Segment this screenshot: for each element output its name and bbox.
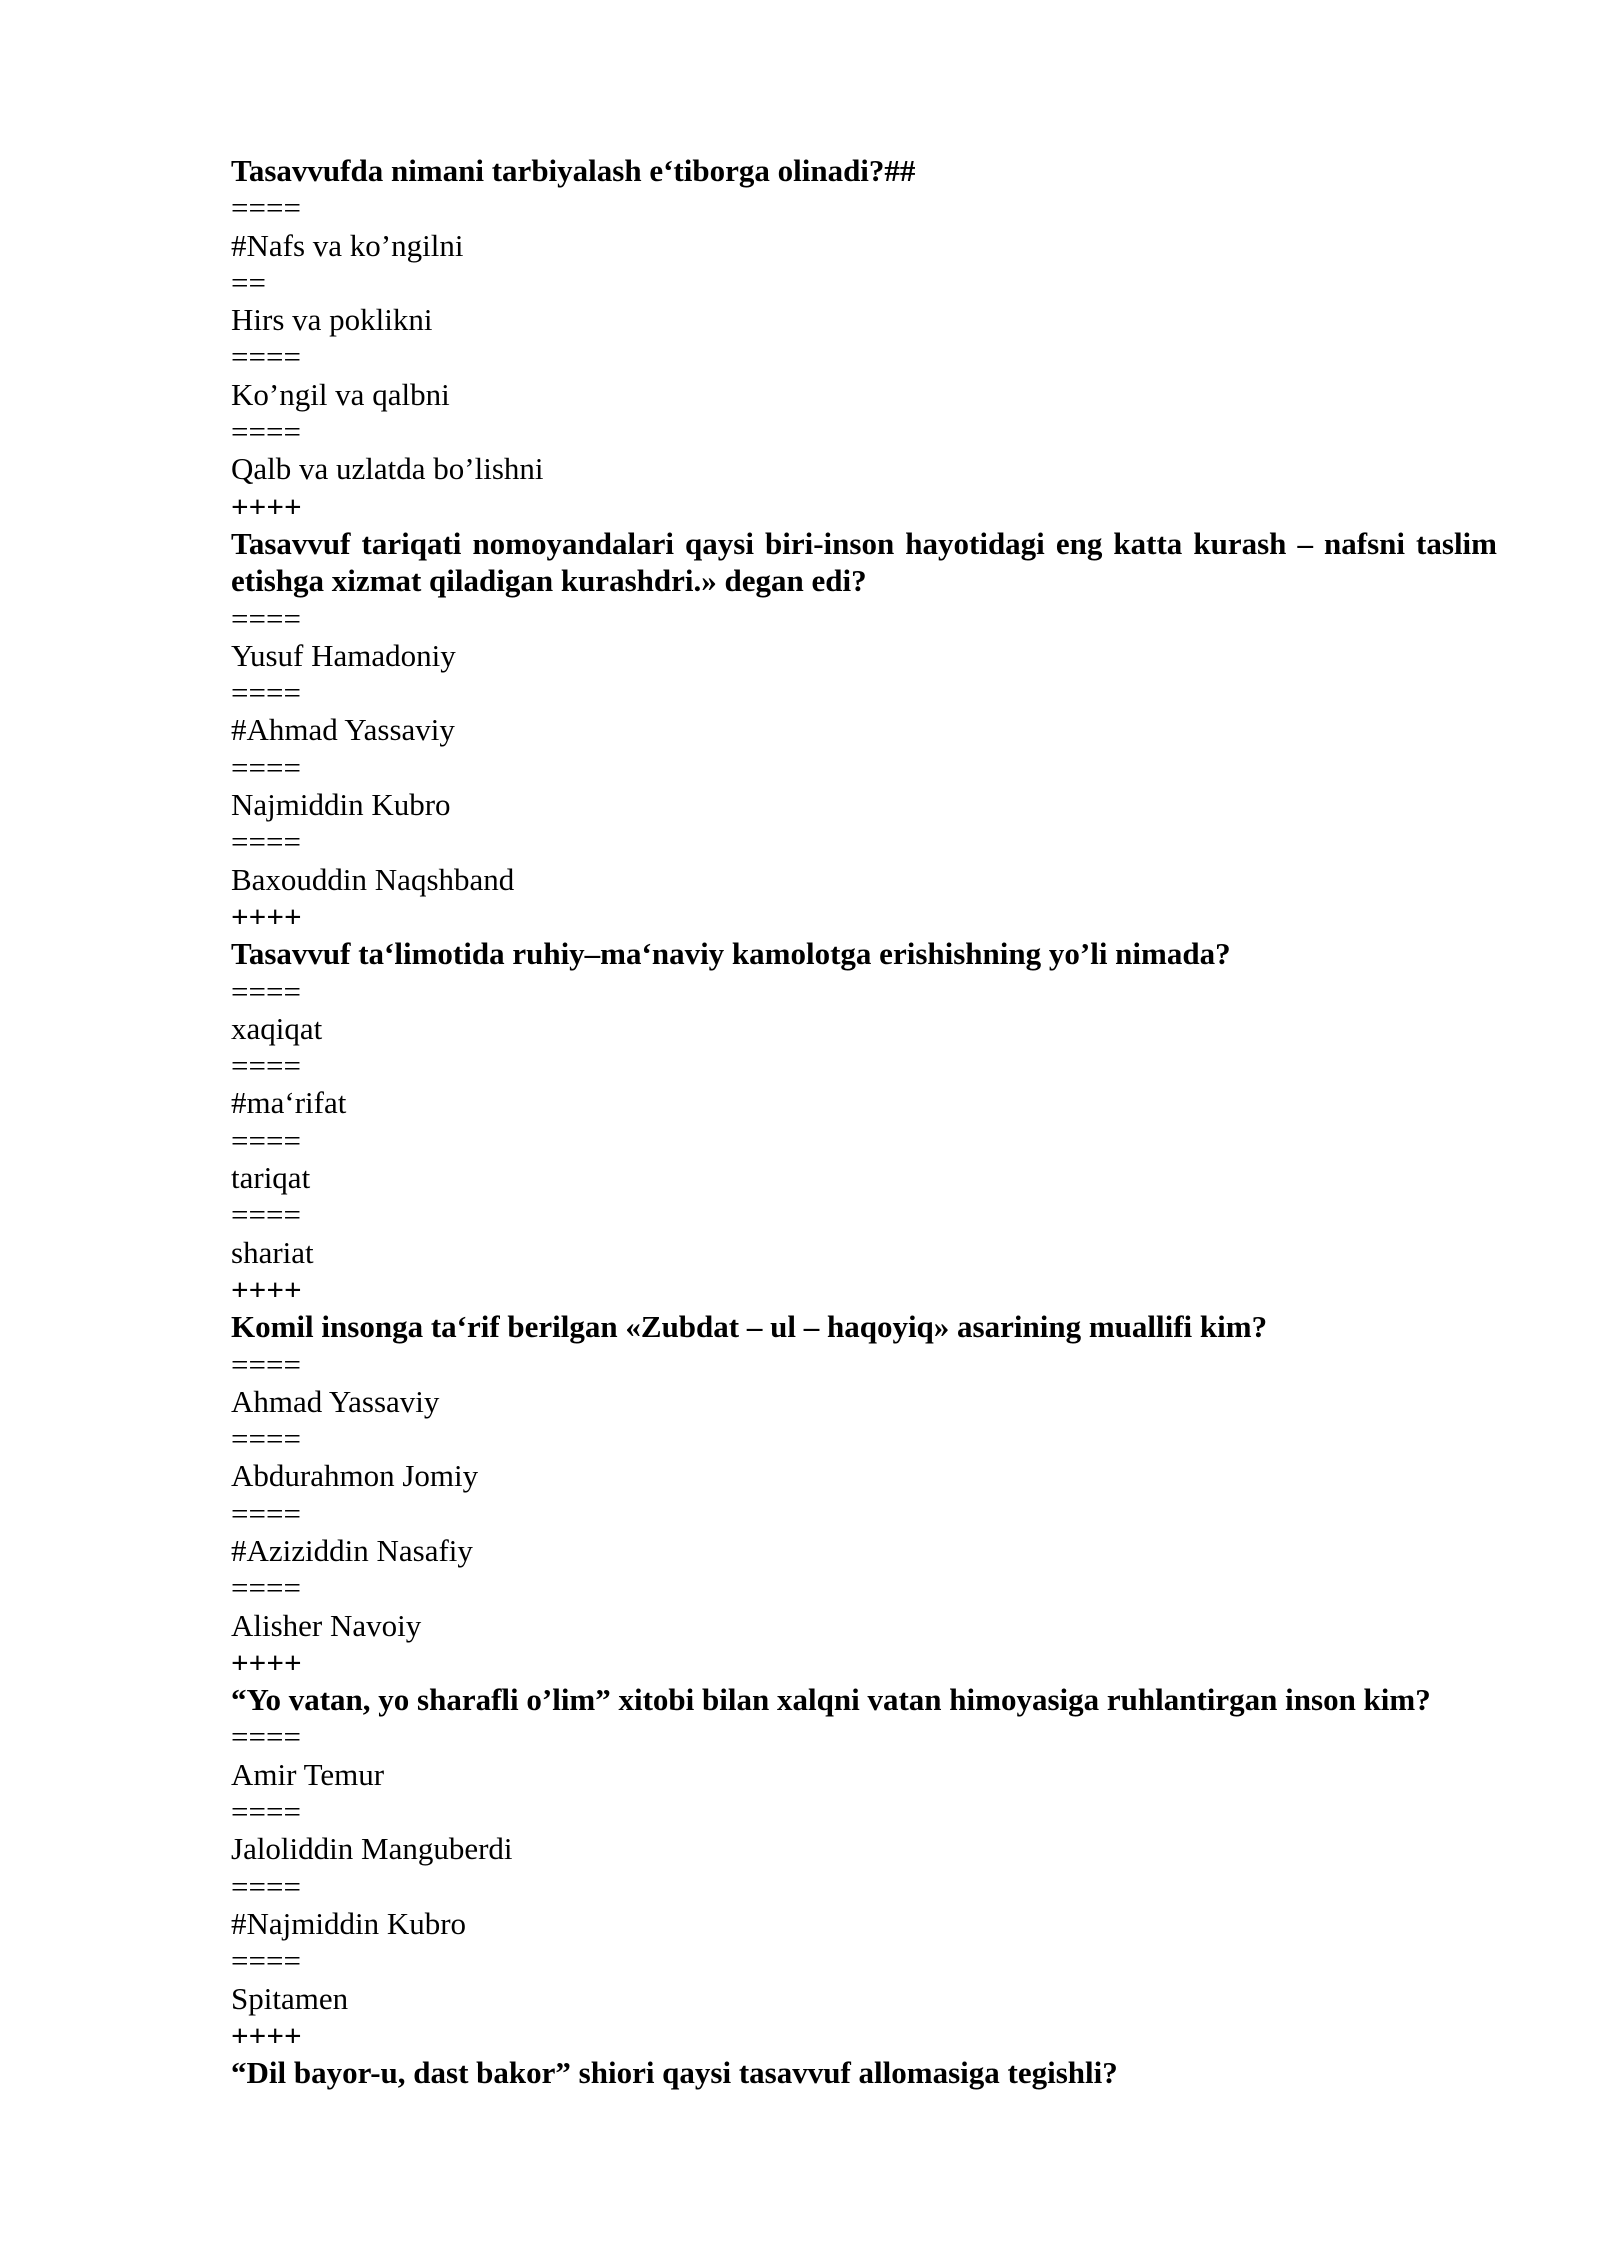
- option-separator: ====: [231, 600, 301, 636]
- answer-option: #Nafs va ko’ngilni: [231, 227, 464, 263]
- option-separator: ====: [231, 339, 301, 375]
- answer-option: Amir Temur: [231, 1756, 385, 1792]
- answer-option: Alisher Navoiy: [231, 1607, 422, 1643]
- option-separator: ====: [231, 1122, 301, 1158]
- answer-option: Hirs va poklikni: [231, 302, 433, 338]
- question-text: Tasavvufda nimani tarbiyalash e‘tiborga olinadi?##: [231, 153, 916, 188]
- answer-option: Qalb va uzlatda bo’lishni: [231, 451, 544, 487]
- answer-option: tariqat: [231, 1160, 311, 1196]
- option-separator: ====: [231, 1495, 301, 1531]
- answer-option: shariat: [231, 1234, 314, 1270]
- question-text: Komil insonga ta‘rif berilgan «Zubdat – ul – haqoyiq» asarining muallifi kim?: [231, 1309, 1268, 1345]
- answer-option: Abdurahmon Jomiy: [231, 1458, 479, 1494]
- answer-option: xaqiqat: [231, 1010, 323, 1046]
- option-separator: ====: [231, 1570, 301, 1606]
- option-separator: ====: [231, 675, 301, 711]
- answer-option: #Najmiddin Kubro: [231, 1905, 467, 1941]
- option-separator: ====: [231, 1794, 301, 1830]
- option-separator: ====: [231, 1868, 301, 1904]
- option-separator: ====: [231, 1421, 301, 1457]
- question-text: “Dil bayor-u, dast bakor” shiori qaysi tasavvuf allomasiga tegishli?: [231, 2055, 1118, 2091]
- question-divider: ++++: [231, 1271, 302, 1307]
- question-text: “Yo vatan, yo sharafli o’lim” xitobi bilan xalqni vatan himoyasiga ruhlantirgan inson kim?: [231, 1682, 1431, 1718]
- option-separator: ====: [231, 1346, 301, 1382]
- question-divider: ++++: [231, 2017, 302, 2053]
- option-separator: ====: [231, 1943, 301, 1979]
- question-text: Tasavvuf ta‘limotida ruhiy–ma‘naviy kamolotga erishishning yo’li nimada?: [231, 936, 1231, 972]
- option-separator: ====: [231, 1048, 301, 1084]
- question-text: Tasavvuf tariqati nomoyandalari qaysi biri-inson hayotidagi eng katta kurash – nafsni taslim etishga xizmat qiladigan kurashdri.» degan edi?: [231, 525, 1497, 599]
- question-divider: ++++: [231, 898, 302, 934]
- option-separator: ====: [231, 1719, 301, 1755]
- answer-option: Jaloliddin Manguberdi: [231, 1831, 513, 1867]
- answer-option: Yusuf Hamadoniy: [231, 637, 456, 673]
- question-divider: ++++: [231, 1644, 302, 1680]
- answer-option: Ko’ngil va qalbni: [231, 376, 450, 412]
- answer-option: #Ahmad Yassaviy: [231, 712, 455, 748]
- answer-option: Baxouddin Naqshband: [231, 861, 515, 897]
- option-separator: ====: [231, 824, 301, 860]
- option-separator: ====: [231, 190, 301, 226]
- option-separator: ====: [231, 749, 301, 785]
- document-body: [231, 152, 1497, 2091]
- answer-option: Spitamen: [231, 1980, 349, 2016]
- option-separator: ====: [231, 414, 301, 450]
- answer-option: #ma‘rifat: [231, 1085, 347, 1121]
- option-separator: ====: [231, 1197, 301, 1233]
- answer-option: Ahmad Yassaviy: [231, 1383, 440, 1419]
- answer-option: Najmiddin Kubro: [231, 787, 451, 823]
- option-separator: ==: [231, 264, 266, 300]
- answer-option: #Aziziddin Nasafiy: [231, 1532, 473, 1568]
- option-separator: ====: [231, 973, 301, 1009]
- question-divider: ++++: [231, 488, 302, 524]
